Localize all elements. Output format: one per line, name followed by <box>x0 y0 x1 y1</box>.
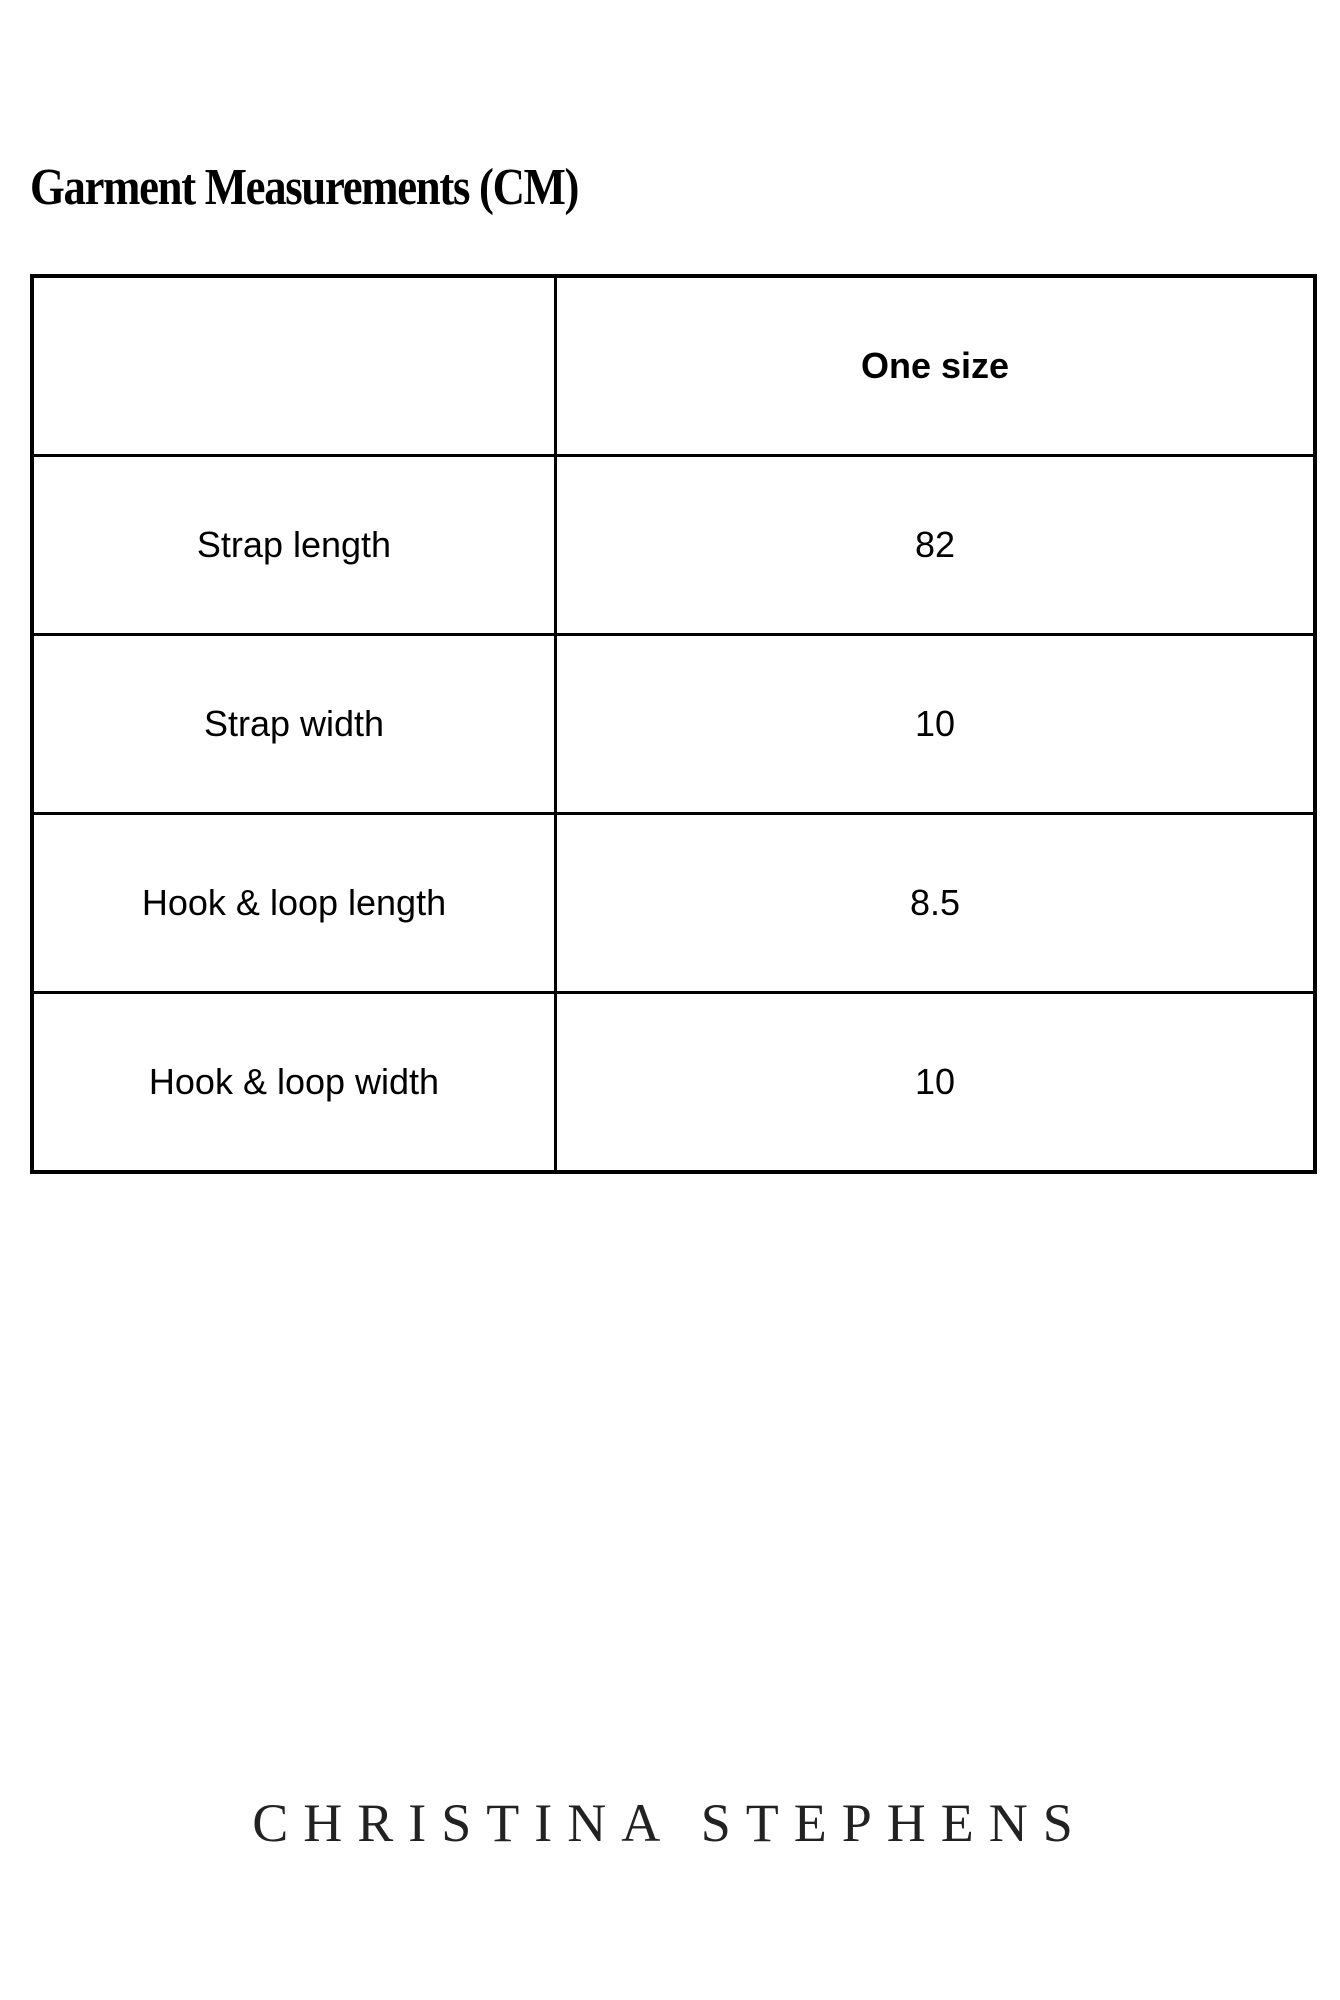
table-row <box>32 456 1315 635</box>
measurements-table <box>30 274 1317 1174</box>
table-row <box>32 993 1315 1173</box>
row-label: Strap length <box>32 456 556 635</box>
row-label: Strap width <box>32 635 556 814</box>
header-size-cell: One size <box>556 276 1316 456</box>
row-value: 8.5 <box>556 814 1316 993</box>
header-corner-cell <box>32 276 556 456</box>
table-row <box>32 814 1315 993</box>
table-row <box>32 635 1315 814</box>
row-label: Hook & loop width <box>32 993 556 1173</box>
row-value: 10 <box>556 635 1316 814</box>
row-value: 10 <box>556 993 1316 1173</box>
page-title: Garment Measurements (CM) <box>30 159 579 216</box>
table-header-row <box>32 276 1315 456</box>
row-value: 82 <box>556 456 1316 635</box>
row-label: Hook & loop length <box>32 814 556 993</box>
brand-logo: CHRISTINA STEPHENS <box>252 1793 1088 1853</box>
